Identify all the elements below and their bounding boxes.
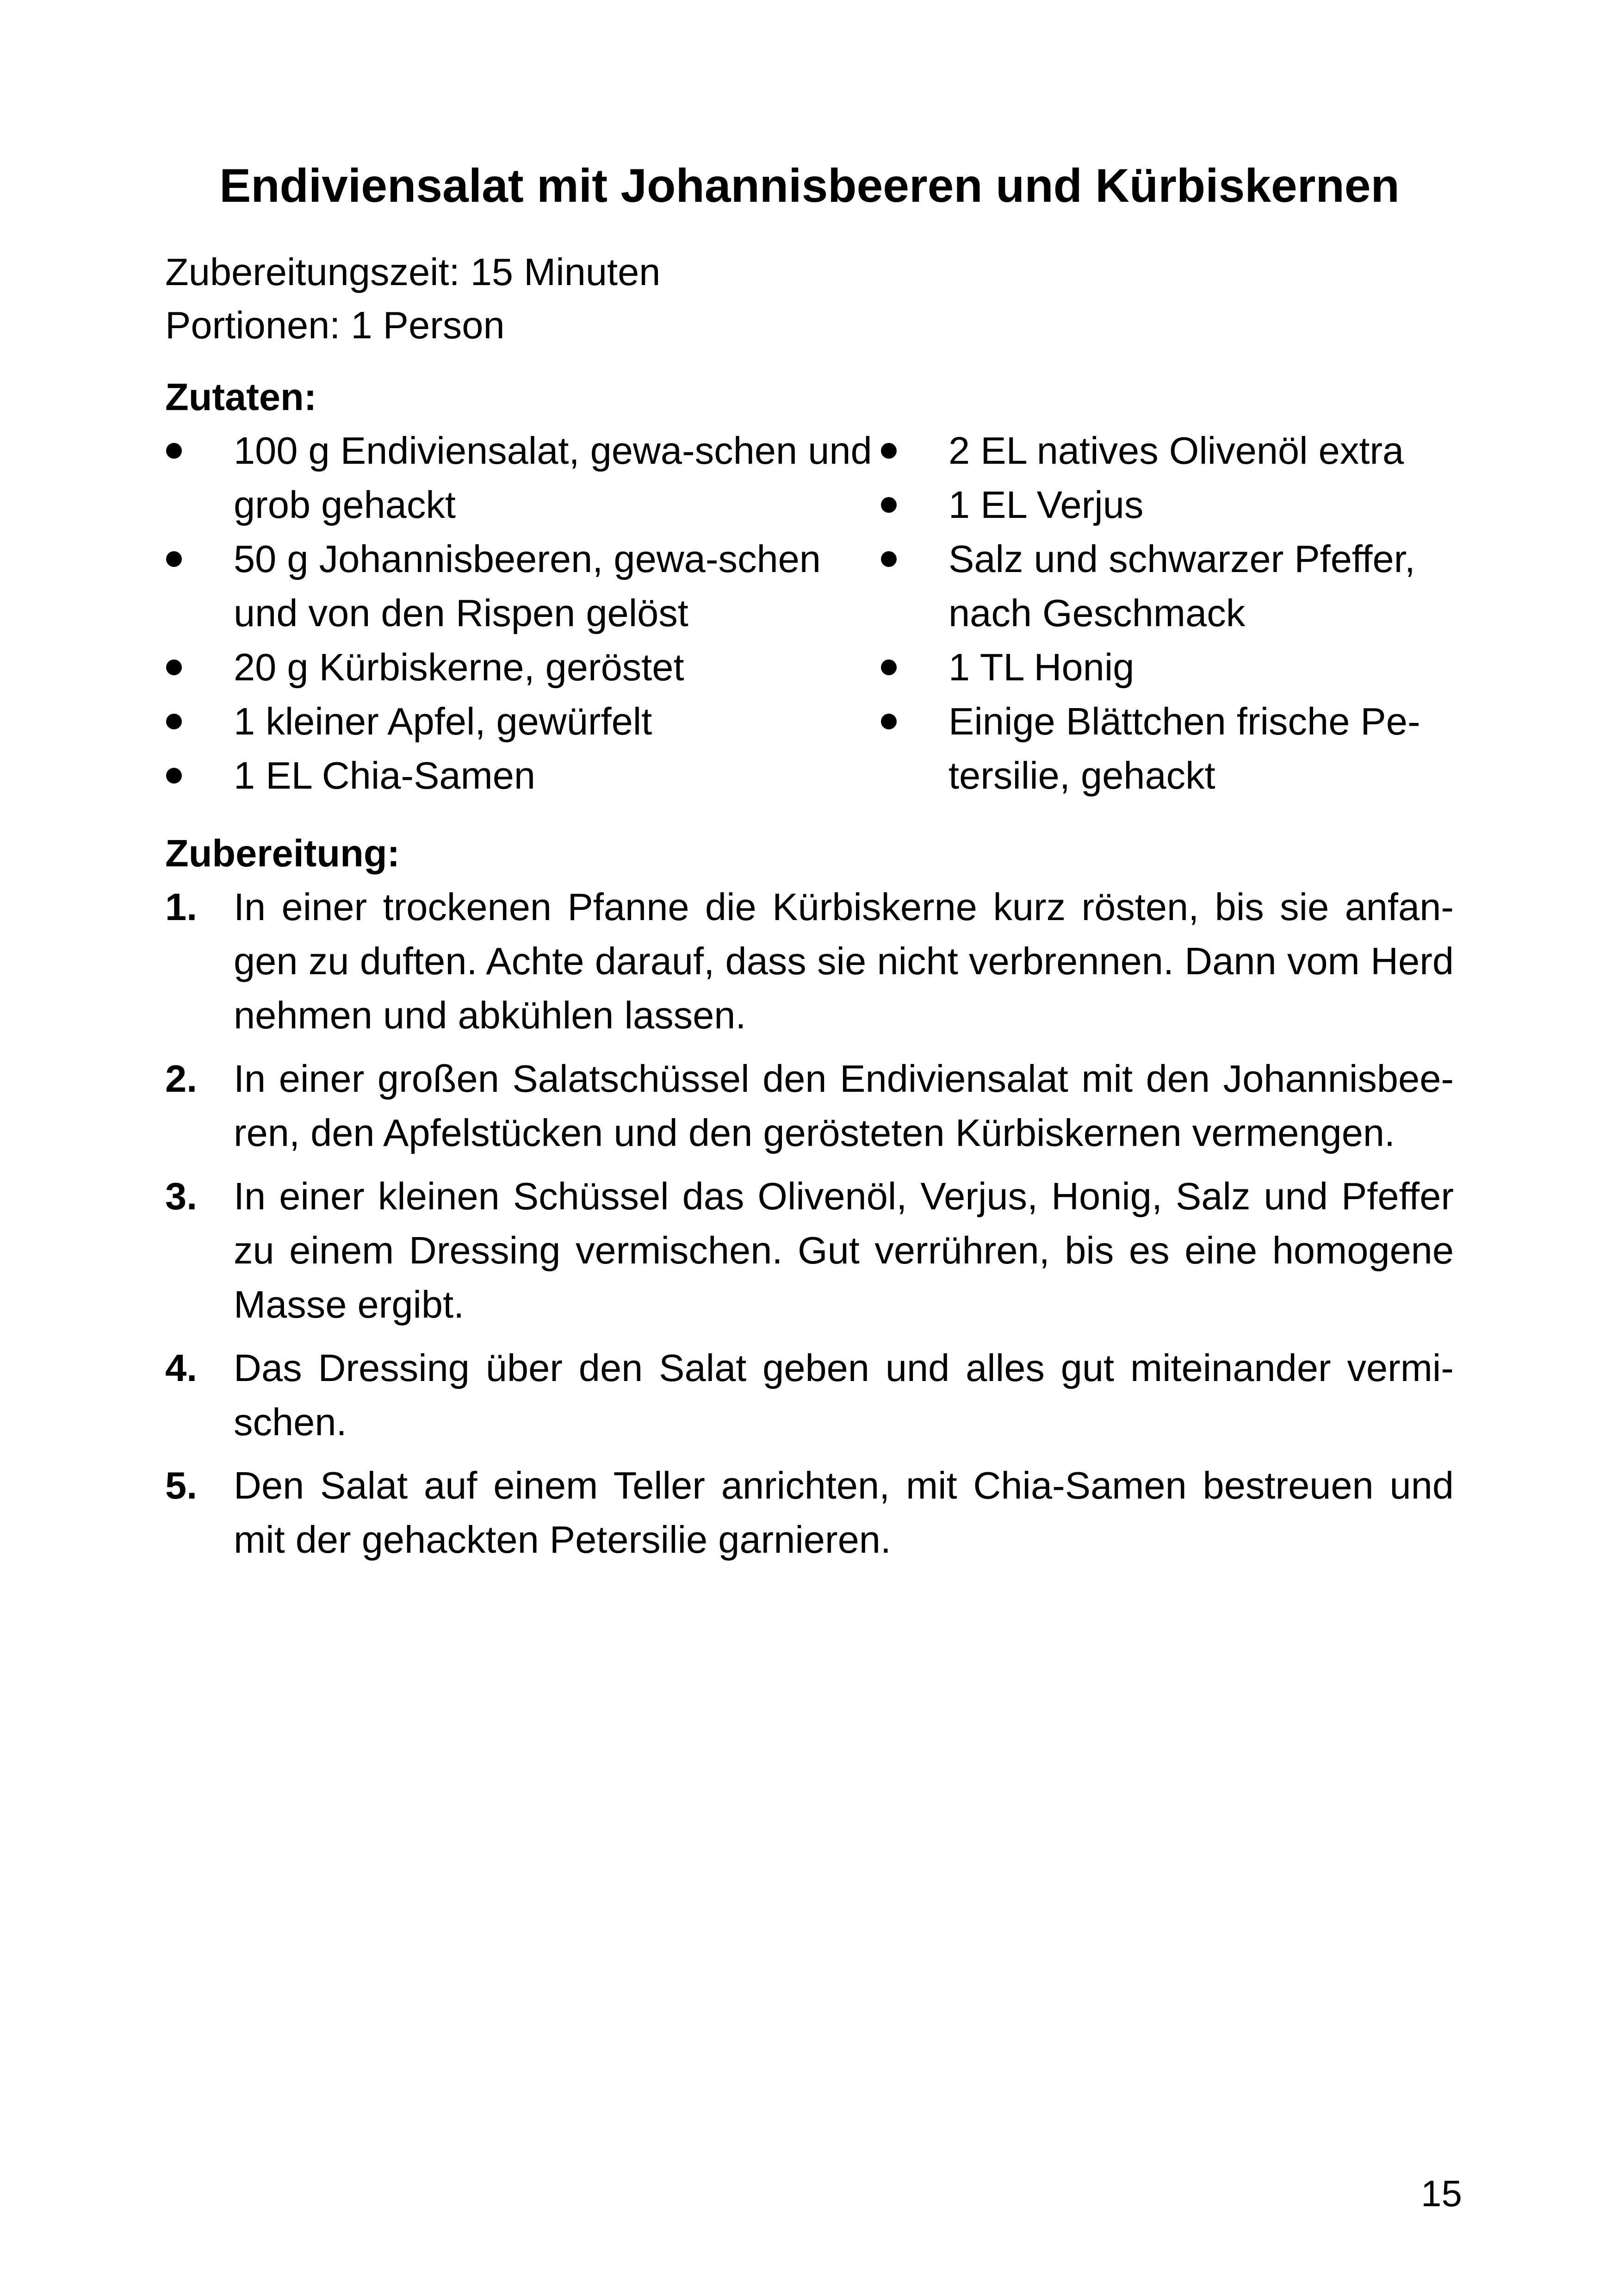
bullet-icon: [881, 660, 897, 675]
step-item: [165, 1052, 1454, 1160]
step-number: 4.: [165, 1346, 198, 1390]
step-text: Das Dressing über den Salat geben und alles gut miteinander vermi-schen.: [234, 1346, 1454, 1444]
step-text: In einer großen Salatschüssel den Endiviensalat mit den Johannisbee-ren, den Apfelstücken und den gerösteten Kürbiskernen vermengen.: [234, 1057, 1454, 1155]
page-title: Endiviensalat mit Johannisbeeren und Kürbiskernen: [219, 159, 1400, 212]
step-number: 3.: [165, 1175, 198, 1218]
ingredient-text: 2 EL natives Olivenöl extra: [948, 429, 1404, 473]
ingredients-list-left: [165, 423, 880, 803]
step-text: Den Salat auf einem Teller anrichten, mit Chia-Samen bestreuen und mit der gehackten Petersilie garnieren.: [234, 1464, 1454, 1562]
ingredient-item: [880, 640, 1454, 694]
ingredient-text: 100 g Endiviensalat, gewa-schen und grob gehackt: [234, 429, 872, 527]
portions: Portionen: 1 Person: [165, 304, 505, 347]
step-item: [165, 1458, 1454, 1567]
ingredient-text: 1 EL Chia-Samen: [234, 754, 536, 797]
ingredients-heading: Zutaten:: [165, 375, 317, 419]
ingredient-item: [165, 423, 880, 532]
ingredients-list-right: [880, 423, 1454, 803]
step-number: 1.: [165, 885, 198, 929]
ingredient-text: 20 g Kürbiskerne, geröstet: [234, 646, 684, 689]
recipe-meta: [165, 245, 1454, 352]
bullet-icon: [166, 768, 182, 784]
bullet-icon: [881, 497, 897, 513]
bullet-icon: [881, 551, 897, 567]
ingredient-text: Salz und schwarzer Pfeffer, nach Geschmack: [948, 537, 1415, 635]
step-item: [165, 880, 1454, 1042]
step-number: 2.: [165, 1057, 198, 1101]
preparation-heading: Zubereitung:: [165, 832, 400, 875]
ingredients-right-column: [880, 423, 1454, 803]
ingredient-item: [880, 532, 1454, 640]
step-number: 5.: [165, 1464, 198, 1507]
recipe-page: [165, 157, 1454, 1576]
step-item: [165, 1341, 1454, 1449]
bullet-icon: [166, 660, 182, 675]
ingredient-item: [165, 640, 880, 694]
ingredient-item: [880, 694, 1454, 803]
page-number: 15: [1421, 2173, 1462, 2214]
bullet-icon: [166, 551, 182, 567]
ingredient-item: [880, 478, 1454, 532]
bullet-icon: [881, 443, 897, 459]
ingredient-text: 50 g Johannisbeeren, gewa-schen und von den Rispen gelöst: [234, 537, 821, 635]
ingredient-text: Einige Blättchen frische Pe-tersilie, gehackt: [948, 700, 1420, 797]
step-text: In einer trockenen Pfanne die Kürbiskerne kurz rösten, bis sie anfan-gen zu duften. Achte darauf, dass sie nicht verbrennen. Dann vom Herd nehmen und abkühlen lassen.: [234, 885, 1454, 1037]
prep-time: Zubereitungszeit: 15 Minuten: [165, 250, 661, 294]
ingredient-item: [880, 423, 1454, 478]
ingredient-text: 1 EL Verjus: [948, 483, 1144, 527]
step-text: In einer kleinen Schüssel das Olivenöl, Verjus, Honig, Salz und Pfeffer zu einem Dressing vermischen. Gut verrühren, bis es eine homogene Masse ergibt.: [234, 1175, 1454, 1326]
preparation-steps: [165, 880, 1454, 1567]
bullet-icon: [881, 714, 897, 729]
ingredient-item: [165, 532, 880, 640]
ingredients-columns: [165, 423, 1454, 803]
step-item: [165, 1169, 1454, 1332]
ingredients-left-column: [165, 423, 880, 803]
bullet-icon: [166, 714, 182, 729]
bullet-icon: [166, 443, 182, 459]
ingredient-text: 1 kleiner Apfel, gewürfelt: [234, 700, 652, 743]
ingredient-item: [165, 694, 880, 748]
ingredient-item: [165, 748, 880, 803]
ingredient-text: 1 TL Honig: [948, 646, 1134, 689]
